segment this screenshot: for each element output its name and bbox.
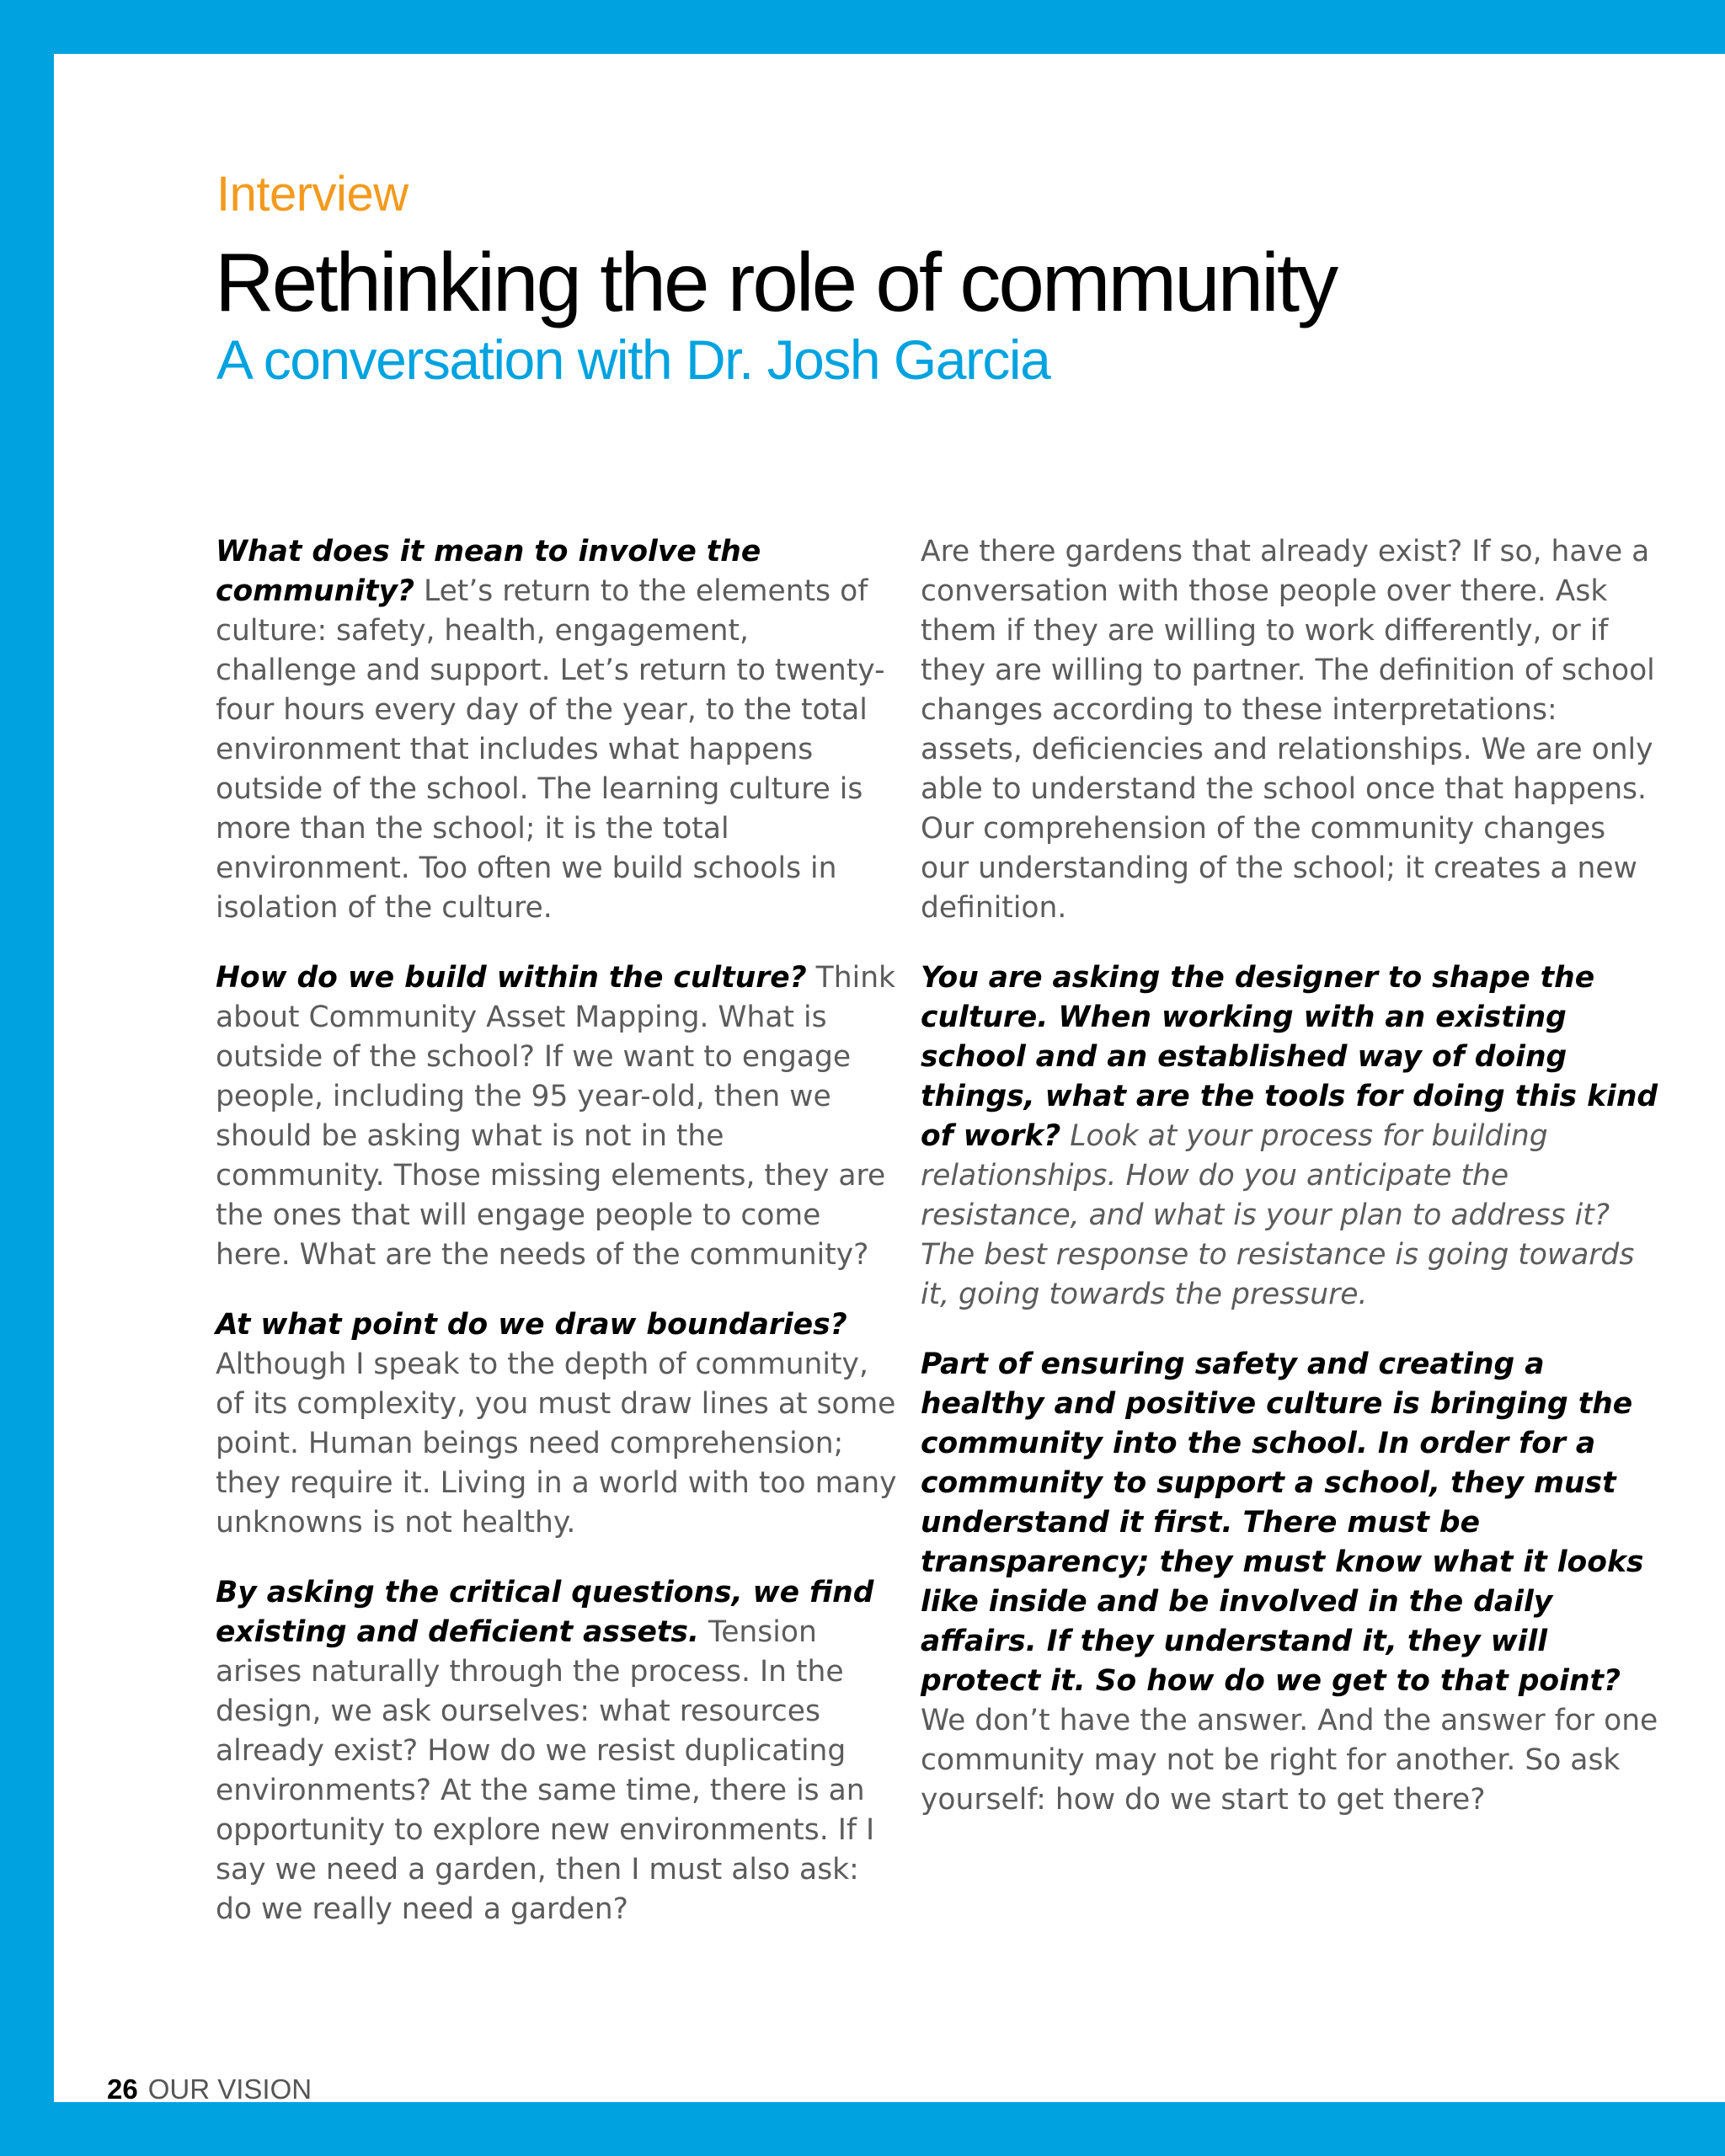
article-title: Rethinking the role of community xyxy=(215,236,1337,328)
question: At what point do we draw boundaries? xyxy=(216,1308,847,1342)
kicker: Interview xyxy=(216,167,409,221)
answer: Let’s return to the elements of culture: safety, health, engagement, challenge and support. Let’s return to twenty-four hours every day of the year, to the total environment that includes what happens outside of the school. The learning culture is more than the school; it is the total environment. Too often we build schools in isolation of the culture. xyxy=(216,574,885,925)
paragraph xyxy=(921,958,1662,1315)
page-number: 26 xyxy=(107,2073,138,2105)
answer: Think about Community Asset Mapping. What is outside of the school? If we want to engage people, including the 95 year-old, then we should be asking what is not in the community. Those missing elements, they are the ones that will engage people to come here. What are the needs of the community? xyxy=(216,961,896,1272)
paragraph xyxy=(216,532,898,928)
left-column xyxy=(216,532,898,1960)
paragraph xyxy=(216,1573,898,1929)
page-footer xyxy=(107,2073,312,2105)
answer: Are there gardens that already exist? If so, have a conversation with those people over there. Ask them if they are willing to work differently, or if they are willing to partner. The definition of school changes according to these interpretations: assets, deficiencies and relationships. We are only able to understand the school once that happens. Our comprehension of the community changes our understanding of the school; it creates a new definition. xyxy=(921,535,1655,925)
answer: We don’t have the answer. And the answer for one community may not be right for another. So ask yourself: how do we start to get there? xyxy=(921,1704,1658,1817)
question: Part of ensuring safety and creating a healthy and positive culture is bringing the community into the school. In order for a community to support a school, they must understand it first. There must be transparency; they must know what it looks like inside and be involved in the daily affairs. If they understand it, they will protect it. So how do we get to that point? xyxy=(921,1348,1644,1698)
question: How do we build within the culture? xyxy=(216,961,807,995)
answer: Tension arises naturally through the process. In the design, we ask ourselves: what resources already exist? How do we resist duplicating environments? At the same time, there is an opportunity to explore new environments. If I say we need a garden, then I must also ask: do we really need a garden? xyxy=(216,1615,875,1926)
question: You are asking the designer to shape the culture. When working with an existing school and an established way of doing things, what are the tools for doing this kind of work? xyxy=(921,961,1658,1153)
page xyxy=(54,54,1725,2105)
paragraph xyxy=(921,532,1662,928)
paragraph xyxy=(216,1305,898,1543)
paragraph xyxy=(921,1345,1662,1820)
answer: Look at your process for building relationships. How do you anticipate the resistance, and what is your plan to address it? The best response to resistance is going towards it, going towards the pressure. xyxy=(921,1119,1635,1311)
article-subtitle: A conversation with Dr. Josh Garcia xyxy=(216,328,1050,391)
paragraph xyxy=(216,958,898,1275)
question: By asking the critical questions, we find existing and deficient assets. xyxy=(216,1576,874,1649)
right-column xyxy=(921,532,1662,1850)
section-label: OUR VISION xyxy=(147,2073,312,2105)
question: What does it mean to involve the community? xyxy=(216,535,761,608)
answer: Although I speak to the depth of community, of its complexity, you must draw lines at some point. Human beings need comprehension; they require it. Living in a world with too many unknowns is not healthy. xyxy=(216,1348,897,1540)
